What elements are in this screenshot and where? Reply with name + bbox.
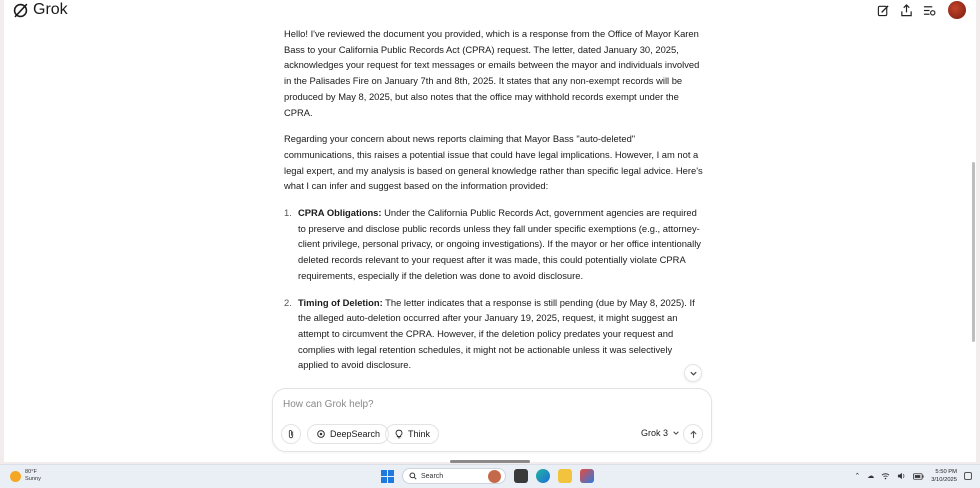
clock[interactable] xyxy=(931,468,957,484)
list-number: 2. xyxy=(284,296,292,308)
arrow-up-icon xyxy=(689,430,698,439)
scrollbar[interactable] xyxy=(970,22,976,462)
grok-app-window xyxy=(4,0,976,462)
top-bar xyxy=(4,0,976,22)
search-highlight-image xyxy=(488,470,501,483)
sun-icon xyxy=(10,471,21,482)
grok-logo[interactable] xyxy=(12,1,68,19)
response-paragraph: Regarding your concern about news reports claiming that Mayor Bass "auto-deleted" communications, this raises a potential issue that could have legal implications. However, I am not a legal expert, and my analysis is based on general knowledge rather than specific legal advice. Here's what I can infer and suggest based on the information provided: xyxy=(284,133,703,192)
window-resize-handle[interactable] xyxy=(450,460,530,463)
battery-icon[interactable] xyxy=(913,473,924,480)
chevron-up-icon[interactable]: ⌃ xyxy=(854,473,861,480)
system-tray xyxy=(854,468,972,484)
think-label: Think xyxy=(408,429,431,439)
response-message xyxy=(284,26,704,384)
list-item xyxy=(284,295,704,374)
task-view-icon[interactable] xyxy=(514,469,528,483)
paperclip-icon xyxy=(286,429,296,439)
list-item-title: CPRA Obligations: xyxy=(298,207,382,219)
list-item-text: Under the California Public Records Act, government agencies are required to preserve and disclose public records unless they fall under specific exemptions (e.g., attorney-client privilege, personal privacy, or ongoing investigations). If the mayor or her office intentionally deleted records relevant to your request after it was made, this could potentially violate CPRA requirements, especially if the deletion was done to avoid disclosure. xyxy=(298,207,701,281)
history-icon[interactable] xyxy=(923,4,936,17)
windows-icon[interactable] xyxy=(381,470,394,483)
share-icon[interactable] xyxy=(900,4,913,17)
volume-icon[interactable] xyxy=(897,472,906,480)
taskbar-apps xyxy=(381,468,594,484)
composer-toolbar xyxy=(281,424,703,444)
wifi-icon[interactable] xyxy=(881,472,890,480)
scroll-to-bottom-button[interactable] xyxy=(684,364,702,382)
edit-icon[interactable] xyxy=(877,4,890,17)
model-selector[interactable] xyxy=(641,428,680,438)
app-icon[interactable] xyxy=(580,469,594,483)
model-label: Grok 3 xyxy=(641,428,669,438)
deepsearch-button[interactable] xyxy=(307,424,389,444)
weather-condition: Sunny xyxy=(25,476,41,482)
chevron-down-icon xyxy=(689,369,698,378)
notification-icon[interactable] xyxy=(964,472,972,480)
taskbar-search[interactable] xyxy=(402,468,506,484)
grok-logo-icon xyxy=(12,2,29,19)
think-button[interactable] xyxy=(385,424,439,444)
top-actions xyxy=(877,1,966,19)
taskbar xyxy=(0,464,980,488)
deepsearch-icon xyxy=(316,429,326,439)
chevron-down-icon xyxy=(672,429,680,437)
file-explorer-icon[interactable] xyxy=(558,469,572,483)
search-label: Search xyxy=(421,472,444,480)
response-list xyxy=(284,205,704,373)
clock-time: 5:50 PM xyxy=(935,469,957,475)
lightbulb-icon xyxy=(394,429,404,439)
deepsearch-label: DeepSearch xyxy=(330,429,381,439)
weather-temp: 80°F xyxy=(25,469,37,475)
app-name: Grok xyxy=(33,1,68,18)
send-button[interactable] xyxy=(683,424,703,444)
list-item-text: The letter indicates that a response is still pending (due by May 8, 2025). If the alleged auto-deletion occurred after your January 19, 2025, request, it might suggest an attempt to circumvent the CPRA. However, if the deletion policy predates your request and complies with legal retention schedules, it might not be actionable unless it was selectively applied to avoid disclosure. xyxy=(298,296,695,371)
response-paragraph: Hello! I've reviewed the document you provided, which is a response from the Office of Mayor Karen Bass to your California Public Records Act (CPRA) request. The letter, dated January 30, 2025, acknowledges your request for text messages or emails between the mayor and individuals involved in the Palisades Fire on January 7th and 8th, 2025. It states that any non-exempt records will be produced by May 8, 2025, but also notes that the office may withhold records exempt under the CPRA. xyxy=(284,28,700,118)
avatar[interactable] xyxy=(948,1,966,19)
message-composer xyxy=(272,388,712,452)
cloud-icon[interactable]: ☁ xyxy=(867,473,875,480)
list-item-title: Timing of Deletion: xyxy=(298,296,383,308)
weather-widget[interactable] xyxy=(10,469,41,483)
attach-button[interactable] xyxy=(281,424,301,444)
clock-date: 3/10/2025 xyxy=(931,477,957,483)
scrollbar-thumb[interactable] xyxy=(972,162,975,342)
list-item xyxy=(284,205,704,284)
prompt-input[interactable]: How can Grok help? xyxy=(283,399,374,410)
edge-icon[interactable] xyxy=(536,469,550,483)
search-icon xyxy=(409,472,417,480)
list-number: 1. xyxy=(284,207,292,219)
